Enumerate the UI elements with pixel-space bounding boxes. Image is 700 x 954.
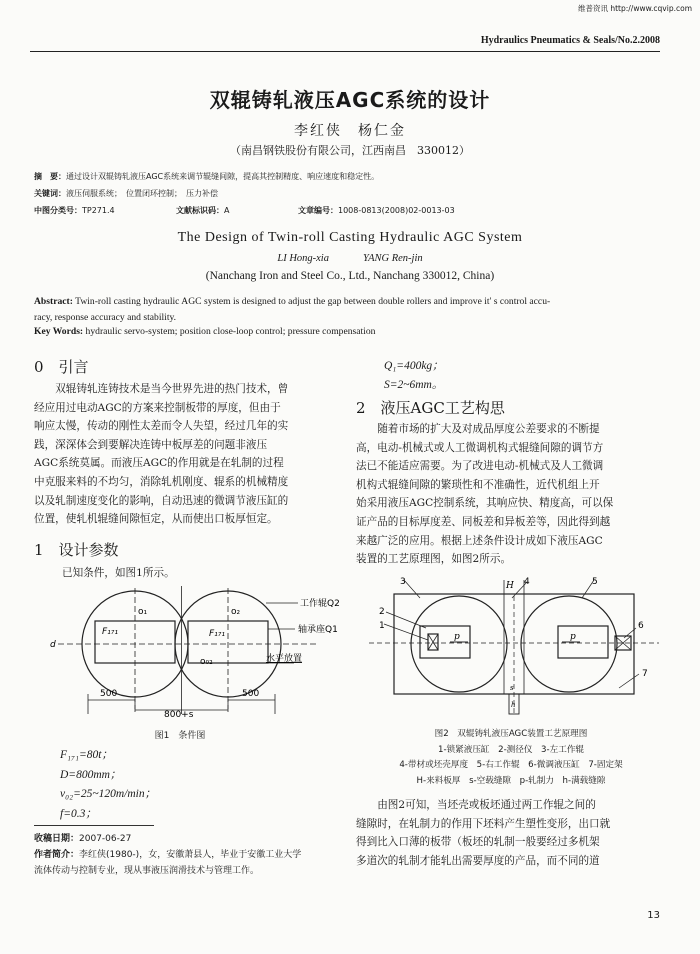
footnote-rule (34, 825, 154, 826)
section-2-continued (356, 796, 662, 870)
s2-line: 高，电动-机械式或人工微调机构式辊缝间隙的调节方 (356, 441, 604, 454)
s0-line: 践，深深体会到要解决连铸中板厚差的问题非液压 (34, 438, 268, 451)
figure-2 (364, 576, 664, 722)
keywords-cn-text: 液压伺服系统； 位置闭环控制； 压力补偿 (66, 189, 218, 198)
fig1-o2: o₂ (231, 607, 241, 617)
bio-line1: 李红侠(1980-)，女，安徽萧县人，毕业于安徽工业大学 (79, 850, 302, 860)
fig2-H: H (506, 581, 514, 591)
s2c-line: 由图2可知，当坯壳或板坯通过两工作辊之间的 (377, 799, 596, 811)
keywords-cn-label: 关键词： (34, 189, 66, 198)
paper-authors: 李红侠 杨仁金 (294, 123, 406, 139)
section-0-body (34, 380, 334, 529)
fig1-force-right: F₁₇₁ (209, 629, 226, 639)
fig2-n7: 7 (642, 669, 648, 679)
s2-line: 装置的工艺原理图，如图2所示。 (356, 553, 512, 566)
figure-2-legend-1: 1-锁紧液压缸 2-测径仪 3-左工作辊 (437, 744, 585, 755)
figure-2-caption-block (356, 727, 666, 789)
section-1-text: 已知条件，如图1所示。 (62, 567, 175, 579)
fig2-n5: 5 (592, 577, 598, 587)
fig2-n2: 2 (379, 607, 385, 617)
s0-line: 位置，使轧机辊缝间隙恒定，从而使出口板厚恒定。 (34, 513, 278, 526)
author-en-1: LI Hong-xia (277, 253, 329, 264)
fig1-o0: o₀₂ (200, 657, 213, 667)
page-number: 13 (647, 910, 660, 921)
s0-line: AGC系统莫属。而液压AGC的作用就是在轧制的过程 (34, 457, 284, 470)
figure-1 (30, 584, 340, 720)
clc-number (34, 205, 115, 216)
fig2-p-right: p (570, 632, 576, 642)
s2-line: 证产品的目标厚度差、同板差和异板差等，因此得到越 (356, 515, 611, 528)
s2-line: 来越广泛的应用。根据上述条件设计成如下液压AGC (356, 534, 603, 547)
section-0-heading: 0 引言 (34, 358, 89, 376)
s0-line: 以及轧制速度变化的影响，自动迅速的微调节液压缸的 (34, 494, 289, 507)
affiliation-en: (Nanchang Iron and Steel Co., Ltd., Nanchang 330012, China) (205, 270, 495, 282)
received-label: 收稿日期： (34, 834, 80, 844)
paper-title: 双辊铸轧液压AGC系统的设计 (209, 88, 491, 112)
s2-line: 机构式辊缝间隙的繁琐性和不准确性，近代机组上开 (356, 478, 600, 491)
param-mass: Q₁=400kg； (384, 360, 444, 372)
section-2-body (356, 420, 662, 569)
figure-2-legend-3: H-来料板厚 s-空载缝隙 p-轧制力 h-满载缝隙 (416, 775, 606, 786)
abstract-en-line2: racy, response accuracy and stability. (34, 312, 177, 323)
s2-line: 随着市场的扩大及对成品厚度公差要求的不断提 (377, 423, 600, 435)
keywords-cn (34, 188, 218, 199)
param-gap: S=2~6mm。 (384, 379, 444, 391)
affiliation: （南昌钢铁股份有限公司，江西南昌 330012） (230, 144, 470, 157)
fig1-axis-label: d (50, 640, 56, 650)
fig1-dim-500-left: 500 (100, 689, 118, 699)
abstract-en-line1: Twin-roll casting hydraulic AGC system is designed to adjust the gap between double rollers and improve it' s control accu- (75, 296, 551, 307)
abstract-cn-label: 摘 要： (34, 172, 66, 181)
s2-line: 始采用液压AGC控制系统，其响应快、精度高，可以保 (356, 497, 614, 510)
figure-1-caption: 图1 条件图 (154, 731, 206, 741)
s0-line: 响应太慢，传动的刚性太差而令人失望，经过几年的实 (34, 420, 289, 433)
article-no-value: 1008-0813(2008)02-0013-03 (338, 206, 455, 215)
fig2-n3: 3 (400, 577, 406, 587)
section-2-heading: 2 液压AGC工艺构思 (356, 399, 505, 417)
params-right (384, 357, 444, 395)
bio-line2: 流体传动与控制专业，现从事液压润滑技术与管理工作。 (34, 866, 260, 876)
fig1-dim-total: 800+s (164, 710, 194, 720)
fig2-p-left: p (454, 632, 460, 642)
keywords-en-label: Key Words: (34, 326, 84, 337)
section-1-heading: 1 设计参数 (34, 541, 119, 559)
article-number (298, 205, 455, 216)
fig2-n1: 1 (379, 621, 385, 631)
fig1-label-level: 水平放置 (266, 654, 303, 664)
fig2-n6: 6 (638, 621, 644, 631)
s2c-line: 多道次的轧制才能轧出需要厚度的产品，而不同的道 (356, 854, 600, 867)
param-friction: f=0.3； (60, 807, 97, 820)
fig1-o1: o₁ (138, 607, 148, 617)
bio-label: 作者简介： (34, 850, 80, 860)
doc-code-label: 文献标识码： (176, 206, 224, 215)
keywords-en (34, 326, 375, 337)
abstract-cn-text: 通过设计双辊铸轧液压AGC系统来调节辊缝间隙，提高其控制精度、响应速度和稳定性。 (66, 172, 380, 181)
fig2-s: s (510, 684, 514, 692)
fig1-force-left: F₁₇₁ (102, 627, 119, 637)
header-rule (30, 51, 660, 52)
journal-header: Hydraulics Pneumatics & Seals/No.2.2008 (480, 35, 660, 46)
watermark: 维普资讯 http://www.cqvip.com (577, 4, 692, 13)
fig1-label-roll: 工作辊Q2 (300, 599, 340, 609)
s2c-line: 得到比入口薄的板带（板坯的轧制一般要经过多机架 (356, 836, 600, 849)
article-no-label: 文章编号： (298, 206, 338, 215)
param-speed: v₀₂=25~120m/min； (60, 788, 157, 800)
fig2-n4: 4 (524, 577, 530, 587)
title-en: The Design of Twin-roll Casting Hydraulic AGC System (177, 230, 523, 245)
abstract-cn (34, 171, 379, 182)
fig2-h: h (511, 701, 516, 709)
param-diameter: D=800mm； (60, 768, 122, 781)
doc-code-value: A (224, 206, 230, 215)
right-work-roll (521, 596, 617, 692)
abstract-en-label: Abstract: (34, 296, 73, 307)
fig1-dim-500-right: 500 (242, 689, 260, 699)
s2c-line: 缝隙时，在轧制力的作用下坯料产生塑性变形，出口就 (356, 817, 611, 830)
author-en-2: YANG Ren-jin (362, 253, 423, 264)
clc-label: 中图分类号： (34, 206, 82, 215)
keywords-en-text: hydraulic servo-system; position close-loop control; pressure compensation (85, 326, 376, 337)
s0-line: 双辊铸轧连铸技术是当今世界先进的热门技术，曾 (55, 383, 289, 395)
left-work-roll (411, 596, 507, 692)
figure-2-caption: 图2 双辊铸轧液压AGC装置工艺原理图 (434, 729, 588, 739)
abstract-en (34, 294, 664, 326)
received-date: 2007-06-27 (79, 834, 132, 844)
params-left (60, 746, 156, 824)
fig1-label-bearing: 轴承座Q1 (298, 625, 338, 635)
footnote (34, 831, 344, 879)
figure-2-legend-2: 4-带材或坯壳厚度 5-右工作辊 6-微调液压缸 7-固定架 (399, 760, 623, 771)
s0-line: 中克服来料的不均匀，消除轧机刚度、辊系的机械精度 (34, 475, 289, 488)
authors-en (0, 253, 700, 264)
param-force: F₁₇₁=80t； (60, 749, 113, 761)
s2-line: 法已不能适应需要。为了改进电动-机械式及人工微调 (356, 460, 604, 473)
s0-line: 经应用过电动AGC的方案来控制板带的厚度，但由于 (34, 401, 281, 414)
clc-value: TP271.4 (82, 206, 115, 215)
doc-code (176, 205, 229, 216)
